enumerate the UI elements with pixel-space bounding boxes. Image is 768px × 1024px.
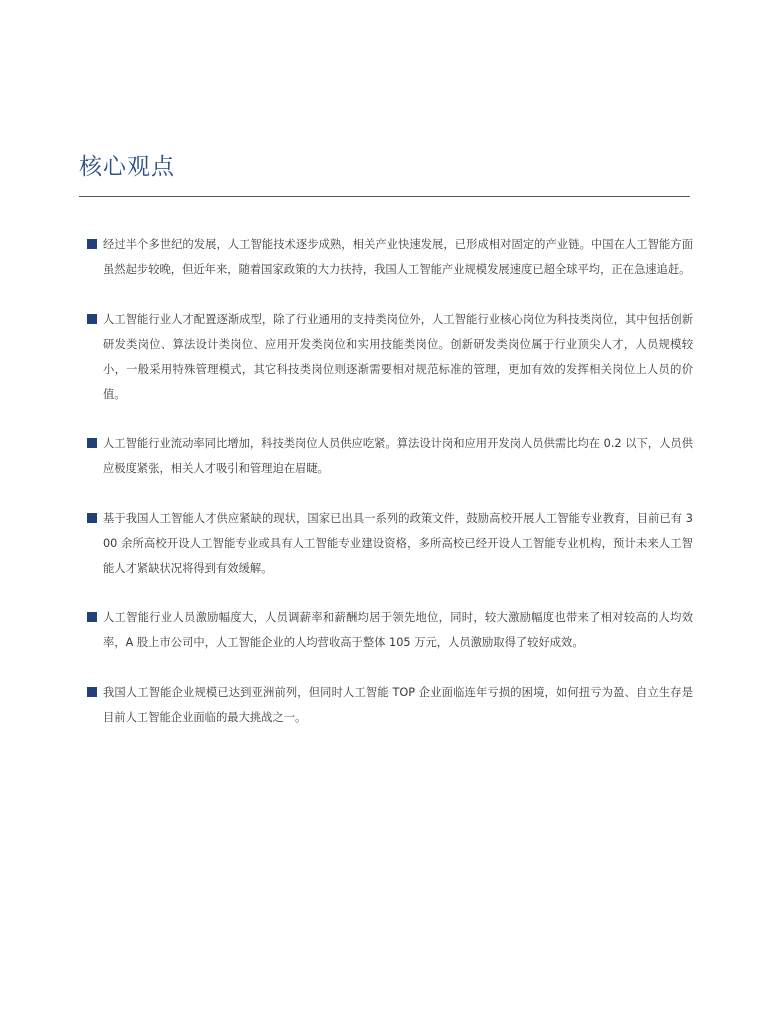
- key-point-item: [87, 506, 693, 581]
- square-bullet-icon: [87, 513, 97, 523]
- square-bullet-icon: [87, 239, 97, 249]
- square-bullet-icon: [87, 612, 97, 622]
- square-bullet-icon: [87, 314, 97, 324]
- title-divider: [79, 196, 690, 197]
- square-bullet-icon: [87, 438, 97, 448]
- key-point-text: 经过半个多世纪的发展，人工智能技术逐步成熟，相关产业快速发展，已形成相对固定的产业链。中国在人工智能方面虽然起步较晚，但近年来，随着国家政策的大力扶持，我国人工智能产业规模发展速度已超全球平均，正在急速追赶。: [103, 238, 693, 276]
- key-point-item: [87, 431, 693, 481]
- key-point-item: [87, 232, 693, 282]
- key-point-item: [87, 680, 693, 730]
- key-point-item: [87, 605, 693, 655]
- square-bullet-icon: [87, 687, 97, 697]
- key-point-item: [87, 307, 693, 407]
- key-point-text: 我国人工智能企业规模已达到亚洲前列，但同时人工智能 TOP 企业面临连年亏损的困境，如何扭亏为盈、自立生存是目前人工智能企业面临的最大挑战之一。: [103, 685, 693, 724]
- key-point-text: 人工智能行业流动率同比增加，科技类岗位人员供应吃紧。算法设计岗和应用开发岗人员供需比均在 0.2 以下，人员供应极度紧张，相关人才吸引和管理迫在眉睫。: [103, 437, 693, 475]
- key-point-text: 人工智能行业人才配置逐渐成型，除了行业通用的支持类岗位外，人工智能行业核心岗位为科技类岗位，其中包括创新研发类岗位、算法设计类岗位、应用开发类岗位和实用技能类岗位。创新研发类岗位属于行业顶尖人才，人员规模较小，一般采用特殊管理模式，其它科技类岗位则逐渐需要相对规范标准的管理，更加有效的发挥相关岗位上人员的价值。: [103, 312, 693, 401]
- key-point-text: 基于我国人工智能人才供应紧缺的现状，国家已出具一系列的政策文件，鼓励高校开展人工智能专业教育，目前已有 300 余所高校开设人工智能专业或具有人工智能专业建设资格，多所高校已经开设人工智能专业机构，预计未来人工智能人才紧缺状况将得到有效缓解。: [103, 511, 693, 575]
- key-point-text: 人工智能行业人员激励幅度大，人员调薪率和薪酬均居于领先地位，同时，较大激励幅度也带来了相对较高的人均效率，A 股上市公司中，人工智能企业的人均营收高于整体 105 万元，人员激励取得了较好成效。: [103, 611, 693, 649]
- page-title: 核心观点: [79, 154, 175, 180]
- key-points-list: [87, 232, 693, 754]
